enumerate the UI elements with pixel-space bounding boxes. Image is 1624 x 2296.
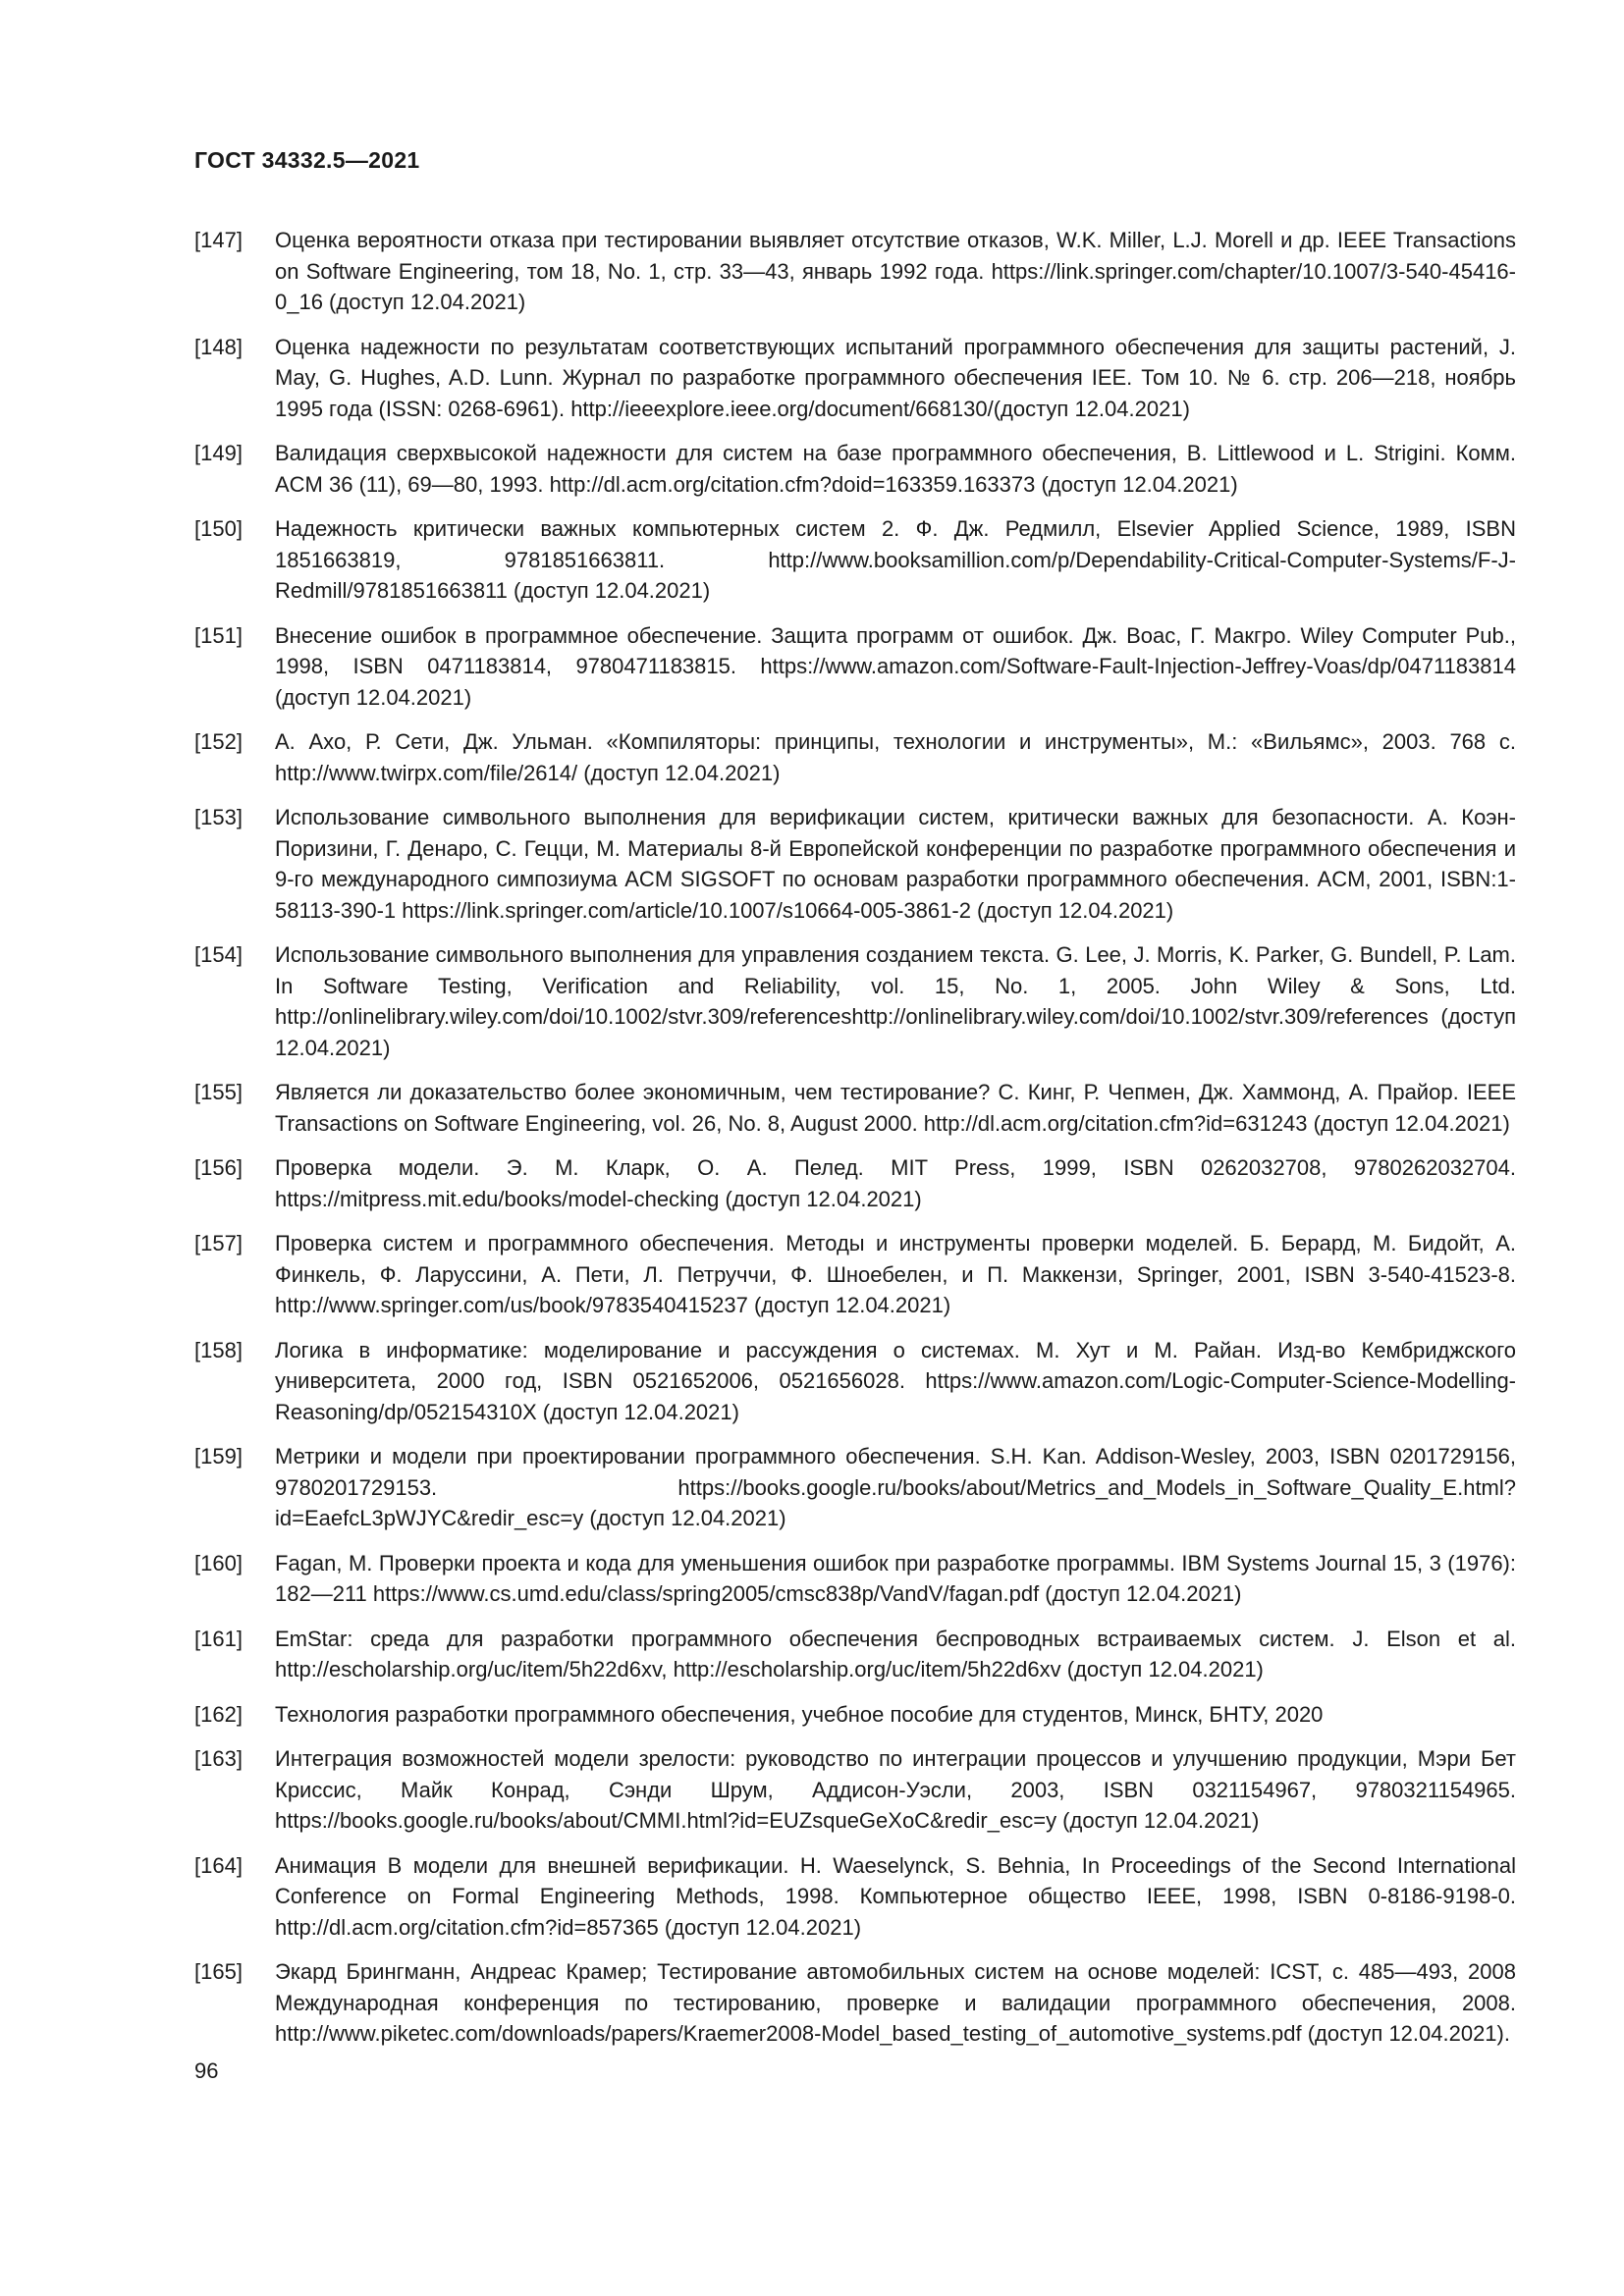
reference-item	[194, 225, 1516, 318]
reference-text: Внесение ошибок в программное обеспечение. Защита программ от ошибок. Дж. Воас, Г. Макгро. Wiley Computer Pub., 1998, ISBN 0471183814, 9780471183815. https://www.amazon.com/Software-Fault-Injection-Jeffrey-Voas/dp/0471183814 (доступ 12.04.2021)	[275, 622, 1516, 710]
reference-text: Использование символьного выполнения для управления созданием текста. G. Lee, J. Morris, K. Parker, G. Bundell, P. Lam. In Software Testing, Verification and Reliability, vol. 15, No. 1, 2005. John Wiley & Sons, Ltd. http://onlinelibrary.wiley.com/doi/10.1002/stvr.309/referenceshttp://onlinelibrary.wiley.com/doi/10.1002/stvr.309/references (доступ 12.04.2021)	[275, 942, 1516, 1060]
reference-text: Проверка систем и программного обеспечения. Методы и инструменты проверки моделей. Б. Берард, М. Бидойт, А. Финкель, Ф. Ларуссини, А. Пети, Л. Петруччи, Ф. Шноебелен, и П. Маккензи, Springer, 2001, ISBN 3-540-41523-8. http://www.springer.com/us/book/9783540415237 (доступ 12.04.2021)	[275, 1231, 1516, 1317]
reference-item	[194, 1624, 1516, 1685]
reference-text: EmStar: среда для разработки программного обеспечения беспроводных встраиваемых систем. J. Elson et al. http://escholarship.org/uc/item/5h22d6xv, http://escholarship.org/uc/item/5h22d6xv (доступ 12.04.2021)	[275, 1626, 1516, 1682]
reference-number: [156]	[194, 1155, 243, 1180]
reference-number: [162]	[194, 1701, 243, 1727]
reference-item	[194, 726, 1516, 788]
reference-text: Проверка модели. Э. М. Кларк, О. А. Пелед. MIT Press, 1999, ISBN 0262032708, 9780262032704. https://mitpress.mit.edu/books/model-checking (доступ 12.04.2021)	[275, 1155, 1516, 1211]
reference-item	[194, 1228, 1516, 1321]
reference-number: [152]	[194, 729, 243, 754]
reference-number: [153]	[194, 805, 243, 829]
reference-text: Надежность критически важных компьютерных систем 2. Ф. Дж. Редмилл, Elsevier Applied Science, 1989, ISBN 1851663819, 9781851663811. http://www.booksamillion.com/p/Dependability-Critical-Computer-Systems/F-J-Redmill/9781851663811 (доступ 12.04.2021)	[275, 516, 1516, 603]
reference-list	[194, 225, 1516, 2063]
reference-text: Технология разработки программного обеспечения, учебное пособие для студентов, Минск, БНТУ, 2020	[275, 1701, 1324, 1727]
reference-item	[194, 1743, 1516, 1837]
reference-number: [159]	[194, 1444, 243, 1468]
reference-number: [148]	[194, 334, 243, 359]
reference-item	[194, 1077, 1516, 1139]
reference-item	[194, 1956, 1516, 2050]
reference-text: Оценка вероятности отказа при тестировании выявляет отсутствие отказов, W.K. Miller, L.J. Morell и др. IEEE Transactions on Software Engineering, том 18, No. 1, стр. 33—43, январь 1992 года. https://link.springer.com/chapter/10.1007/3-540-45416-0_16 (доступ 12.04.2021)	[275, 228, 1516, 314]
reference-number: [163]	[194, 1746, 243, 1771]
reference-number: [154]	[194, 942, 243, 967]
reference-number: [147]	[194, 228, 243, 252]
reference-text: Валидация сверхвысокой надежности для систем на базе программного обеспечения, B. Littlewood и L. Strigini. Комм. ACM 36 (11), 69—80, 1993. http://dl.acm.org/citation.cfm?doid=163359.163373 (доступ 12.04.2021)	[275, 441, 1516, 497]
reference-text: Использование символьного выполнения для верификации систем, критически важных для безопасности. А. Коэн-Поризини, Г. Денаро, С. Гецци, М. Материалы 8-й Европейской конференции по разработке программного обеспечения и 9-го международного симпозиума ACM SIGSOFT по основам разработки программного обеспечения. ACM, 2001, ISBN:1-58113-390-1 https://link.springer.com/article/10.1007/s10664-005-3861-2 (доступ 12.04.2021)	[275, 805, 1516, 923]
reference-number: [161]	[194, 1626, 243, 1651]
reference-number: [165]	[194, 1959, 243, 1984]
reference-item	[194, 1850, 1516, 1944]
reference-item	[194, 802, 1516, 926]
reference-number: [160]	[194, 1550, 243, 1575]
page-number: 96	[194, 2058, 219, 2083]
reference-number: [158]	[194, 1337, 243, 1362]
reference-item	[194, 1152, 1516, 1214]
reference-text: А. Ахо, Р. Сети, Дж. Ульман. «Компиляторы: принципы, технологии и инструменты», М.: «Вильямс», 2003. 768 с. http://www.twirpx.com/file/2614/ (доступ 12.04.2021)	[275, 729, 1516, 785]
reference-item	[194, 620, 1516, 714]
reference-number: [164]	[194, 1852, 243, 1878]
reference-number: [155]	[194, 1080, 243, 1104]
reference-text: Экард Брингманн, Андреас Крамер; Тестирование автомобильных систем на основе моделей: ICST, с. 485—493, 2008 Международная конференция по тестированию, проверке и валидации программного обеспечения, 2008. http://www.piketec.com/downloads/papers/Kraemer2008-Model_based_testing_of_automotive_systems.pdf (доступ 12.04.2021).	[275, 1959, 1516, 2046]
reference-text: Метрики и модели при проектировании программного обеспечения. S.H. Kan. Addison-Wesley, 2003, ISBN 0201729156, 9780201729153. https://books.google.ru/books/about/Metrics_and_Models_in_Software_Quality_E.html?id=EaefcL3pWJYC&redir_esc=y (доступ 12.04.2021)	[275, 1444, 1516, 1530]
reference-item	[194, 438, 1516, 500]
reference-number: [151]	[194, 622, 243, 648]
reference-text: Оценка надежности по результатам соответствующих испытаний программного обеспечения для защиты растений, J. May, G. Hughes, A.D. Lunn. Журнал по разработке программного обеспечения IEE. Том 10. № 6. стр. 206—218, ноябрь 1995 года (ISSN: 0268-6961). http://ieeexplore.ieee.org/document/668130/(доступ 12.04.2021)	[275, 334, 1516, 421]
reference-item	[194, 939, 1516, 1063]
reference-number: [157]	[194, 1231, 243, 1255]
reference-text: Является ли доказательство более экономичным, чем тестирование? С. Кинг, Р. Чепмен, Дж. Хаммонд, А. Прайор. IEEE Transactions on Software Engineering, vol. 26, No. 8, August 2000. http://dl.acm.org/citation.cfm?id=631243 (доступ 12.04.2021)	[275, 1080, 1516, 1136]
reference-text: Логика в информатике: моделирование и рассуждения о системах. М. Хут и М. Райан. Изд-во Кембриджского университета, 2000 год, ISBN 0521652006, 0521656028. https://www.amazon.com/Logic-Computer-Science-Modelling-Reasoning/dp/052154310X (доступ 12.04.2021)	[275, 1337, 1516, 1424]
reference-item	[194, 1548, 1516, 1610]
reference-item	[194, 1441, 1516, 1534]
reference-text: Fagan, M. Проверки проекта и кода для уменьшения ошибок при разработке программы. IBM Systems Journal 15, 3 (1976): 182—211 https://www.cs.umd.edu/class/spring2005/cmsc838p/VandV/fagan.pdf (доступ 12.04.2021)	[275, 1550, 1516, 1606]
reference-item	[194, 332, 1516, 425]
reference-text: Интеграция возможностей модели зрелости: руководство по интеграции процессов и улучшению продукции, Мэри Бет Криссис, Майк Конрад, Сэнди Шрум, Аддисон-Уэсли, 2003, ISBN 0321154967, 9780321154965. https://books.google.ru/books/about/CMMI.html?id=EUZsqueGeXoC&redir_esc=y (доступ 12.04.2021)	[275, 1746, 1516, 1833]
reference-text: Анимация B модели для внешней верификации. H. Waeselynck, S. Behnia, In Proceedings of the Second International Conference on Formal Engineering Methods, 1998. Компьютерное общество IEEE, 1998, ISBN 0-8186-9198-0. http://dl.acm.org/citation.cfm?id=857365 (доступ 12.04.2021)	[275, 1852, 1516, 1940]
reference-item	[194, 513, 1516, 607]
reference-number: [150]	[194, 516, 243, 541]
document-header: ГОСТ 34332.5—2021	[194, 147, 420, 173]
reference-number: [149]	[194, 441, 243, 465]
reference-item	[194, 1335, 1516, 1428]
reference-item	[194, 1699, 1516, 1731]
